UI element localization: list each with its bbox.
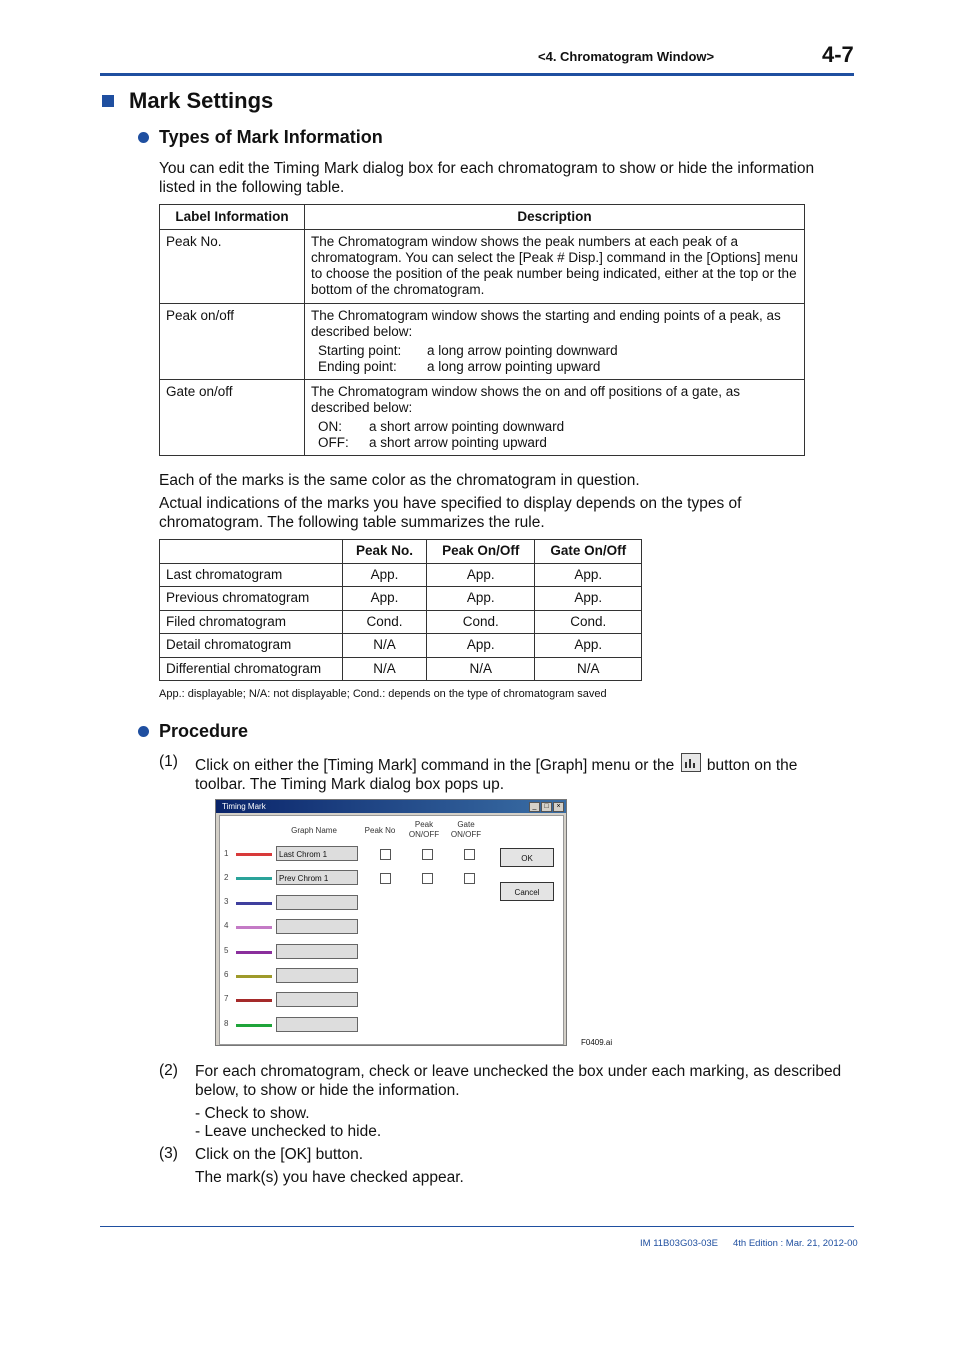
ok-button[interactable]: OK <box>500 848 554 867</box>
item-key: OFF: <box>318 435 349 450</box>
column-header-line: Peak <box>414 820 434 829</box>
cancel-button[interactable]: Cancel <box>500 882 554 901</box>
table-cell: App. <box>427 563 535 587</box>
timing-mark-dialog <box>215 799 567 1046</box>
description-text: The Chromatogram window shows the on and off positions of a gate, as described below: <box>311 384 740 415</box>
color-line <box>236 926 272 929</box>
color-line <box>236 902 272 905</box>
step-1-text-a: Click on either the [Timing Mark] command in the [Graph] menu or the <box>195 757 675 774</box>
peak-onoff-checkbox[interactable] <box>422 873 433 884</box>
close-icon[interactable]: × <box>553 802 564 812</box>
step-3-result: The mark(s) you have checked appear. <box>195 1169 464 1186</box>
table-row <box>160 380 805 456</box>
peak-no-checkbox[interactable] <box>380 849 391 860</box>
description-item <box>311 343 798 359</box>
table-cell: App. <box>535 587 642 611</box>
section-heading <box>100 88 273 114</box>
table-cell: App. <box>427 587 535 611</box>
table-header-cell: Peak On/Off <box>427 540 535 564</box>
table-cell: Cond. <box>535 610 642 634</box>
graph-name-field[interactable] <box>276 968 358 983</box>
rule-paragraph: Actual indications of the marks you have specified to display depends on the types of chromatogram. The following table summarizes the rule. <box>159 495 742 531</box>
table-header-cell: Gate On/Off <box>535 540 642 564</box>
graph-name-field[interactable]: Last Chrom 1 <box>276 846 358 861</box>
running-header-chapter: <4. Chromatogram Window> <box>538 49 715 64</box>
step-number: (1) <box>159 753 178 770</box>
table-row <box>160 610 642 634</box>
timing-mark-toolbar-icon <box>681 753 701 772</box>
table-row <box>160 587 642 611</box>
item-value: a short arrow pointing downward <box>369 419 565 434</box>
figure-id: F0409.ai <box>581 1038 613 1047</box>
table-cell: Differential chromatogram <box>160 657 343 681</box>
item-key: ON: <box>318 419 343 434</box>
display-rule-table <box>159 539 642 681</box>
table-cell: Detail chromatogram <box>160 634 343 658</box>
item-value: a short arrow pointing upward <box>369 435 547 450</box>
table-cell-description: The Chromatogram window shows the peak numbers at each peak of a chromatogram. You can select the [Peak # Disp.] command in the [Options] menu to choose the position of the peak number being indicated, either at the top or the bottom of the chromatogram. <box>305 230 805 304</box>
table-cell: App. <box>343 587 427 611</box>
table-cell: App. <box>343 563 427 587</box>
description-item <box>311 435 798 451</box>
table-row <box>160 304 805 380</box>
table-cell-label: Gate on/off <box>160 380 305 456</box>
graph-name-field[interactable]: Prev Chrom 1 <box>276 870 358 885</box>
table-cell: Last chromatogram <box>160 563 343 587</box>
gate-onoff-checkbox[interactable] <box>464 849 475 860</box>
table-header-cell: Description <box>305 205 805 230</box>
step-1-text <box>195 753 845 794</box>
table-cell: N/A <box>427 657 535 681</box>
peak-onoff-checkbox[interactable] <box>422 849 433 860</box>
color-line <box>236 1024 272 1027</box>
row-number: 4 <box>224 921 229 930</box>
table-header-cell: Peak No. <box>343 540 427 564</box>
description-item <box>311 359 798 375</box>
table-cell: N/A <box>343 657 427 681</box>
item-key: Ending point: <box>318 359 397 374</box>
dialog-titlebar <box>216 800 566 813</box>
minimize-icon[interactable]: _ <box>529 802 540 812</box>
table-cell: Cond. <box>427 610 535 634</box>
step-1-text-b: button on the toolbar. The Timing Mark dialog box pops up. <box>195 757 798 793</box>
item-key: Starting point: <box>318 343 402 358</box>
table-cell-label: Peak No. <box>160 230 305 304</box>
column-header-gate-onoff <box>448 820 484 840</box>
table-row <box>160 230 805 304</box>
color-line <box>236 975 272 978</box>
table-cell-label: Peak on/off <box>160 304 305 380</box>
row-number: 6 <box>224 970 229 979</box>
intro-paragraph: You can edit the Timing Mark dialog box for each chromatogram to show or hide the information listed in the following table. <box>159 160 815 196</box>
header-rule <box>100 73 854 76</box>
graph-name-field[interactable] <box>276 895 358 910</box>
table-row <box>160 657 642 681</box>
table-cell: N/A <box>343 634 427 658</box>
color-line <box>236 877 272 880</box>
column-header-graph-name: Graph Name <box>291 826 337 835</box>
column-header-peak-no: Peak No <box>364 826 396 835</box>
color-line <box>236 999 272 1002</box>
color-line <box>236 951 272 954</box>
column-header-peak-onoff <box>406 820 442 840</box>
footer-rule <box>100 1226 854 1227</box>
step-number: (2) <box>159 1062 178 1079</box>
subsection-title-types: Types of Mark Information <box>159 127 383 147</box>
table-cell: Cond. <box>343 610 427 634</box>
color-note-paragraph: Each of the marks is the same color as the chromatogram in question. <box>159 472 640 489</box>
table-header-cell <box>160 540 343 564</box>
color-line <box>236 853 272 856</box>
row-number: 5 <box>224 946 229 955</box>
table-footnote: App.: displayable; N/A: not displayable; Cond.: depends on the type of chromatogram saved <box>159 688 607 700</box>
step-2-text: For each chromatogram, check or leave unchecked the box under each marking, as described below, to show or hide the information. <box>195 1063 842 1099</box>
page-number: 4-7 <box>822 42 854 67</box>
table-cell-description <box>305 380 805 456</box>
peak-no-checkbox[interactable] <box>380 873 391 884</box>
dialog-body <box>219 815 564 1045</box>
table-cell-description <box>305 304 805 380</box>
item-value: a long arrow pointing downward <box>427 343 618 358</box>
row-number: 7 <box>224 994 229 1003</box>
maximize-icon[interactable]: □ <box>541 802 552 812</box>
table-cell: N/A <box>535 657 642 681</box>
graph-name-field[interactable] <box>276 919 358 934</box>
subsection-heading-types <box>138 127 383 148</box>
step-2-uncheck: - Leave unchecked to hide. <box>195 1123 382 1140</box>
description-item <box>311 419 798 435</box>
round-bullet-icon <box>138 132 149 143</box>
column-header-line: ON/OFF <box>450 830 482 839</box>
graph-name-field[interactable] <box>276 1017 358 1032</box>
gate-onoff-checkbox[interactable] <box>464 873 475 884</box>
row-number: 3 <box>224 897 229 906</box>
section-title: Mark Settings <box>129 88 274 113</box>
graph-name-field[interactable] <box>276 944 358 959</box>
table-cell: App. <box>535 634 642 658</box>
description-text: The Chromatogram window shows the starting and ending points of a peak, as described below: <box>311 308 781 339</box>
table-cell: App. <box>427 634 535 658</box>
table-cell: App. <box>535 563 642 587</box>
table-row <box>160 563 642 587</box>
square-bullet-icon <box>102 95 114 107</box>
dialog-title: Timing Mark <box>222 802 266 811</box>
column-header-line: ON/OFF <box>408 830 440 839</box>
item-value: a long arrow pointing upward <box>427 359 601 374</box>
column-header-line: Gate <box>457 820 475 829</box>
subsection-title-procedure: Procedure <box>159 721 249 741</box>
table-row <box>160 634 642 658</box>
step-3-text: Click on the [OK] button. <box>195 1146 364 1163</box>
mark-information-table <box>159 204 805 456</box>
footer-edition: 4th Edition : Mar. 21, 2012-00 <box>733 1238 858 1249</box>
row-number: 1 <box>224 849 229 858</box>
round-bullet-icon <box>138 726 149 737</box>
table-cell: Filed chromatogram <box>160 610 343 634</box>
footer-doc-id: IM 11B03G03-03E <box>640 1238 718 1249</box>
table-header-cell: Label Information <box>160 205 305 230</box>
subsection-heading-procedure <box>138 721 248 742</box>
table-cell: Previous chromatogram <box>160 587 343 611</box>
row-number: 8 <box>224 1019 229 1028</box>
graph-name-field[interactable] <box>276 992 358 1007</box>
step-2-check: - Check to show. <box>195 1105 310 1122</box>
step-number: (3) <box>159 1145 178 1162</box>
row-number: 2 <box>224 873 229 882</box>
